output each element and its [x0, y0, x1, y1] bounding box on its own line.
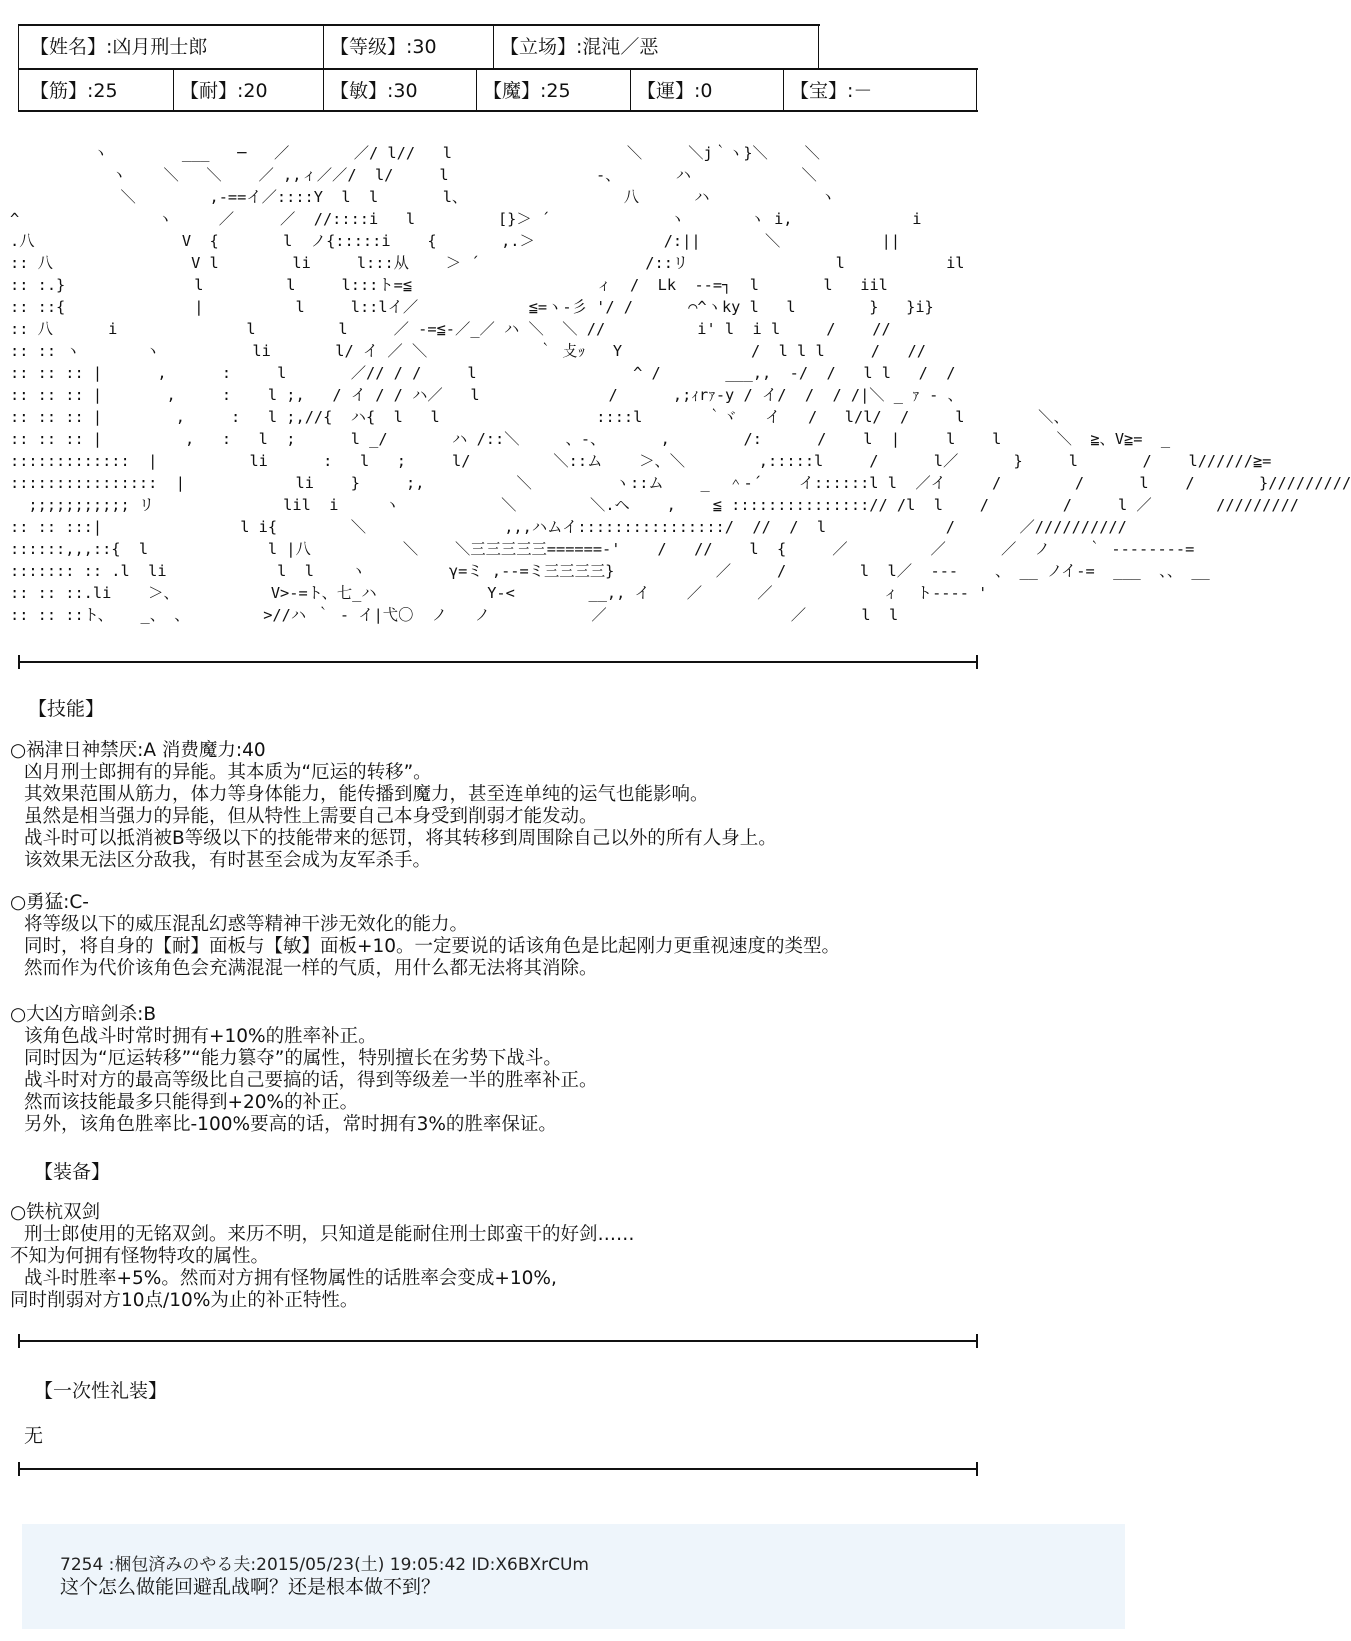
stat-agility: 【敏】:30 [330, 80, 418, 102]
skill-line: 同时因为“厄运转移”“能力篡夺”的属性，特别擅长在劣势下战斗。 [24, 1048, 562, 1069]
skills-header: 【技能】 [28, 698, 105, 720]
stat-alignment: 【立场】:混沌／恶 [500, 36, 659, 58]
divider [18, 110, 978, 112]
divider [18, 68, 19, 112]
skill-block [10, 892, 960, 980]
skill-block [10, 740, 960, 872]
divider [818, 24, 819, 68]
divider [476, 68, 477, 112]
skill-line: 战斗时对方的最高等级比自己要搞的话，得到等级差一半的胜率补正。 [24, 1070, 598, 1091]
equipment-line: 不知为何拥有怪物特攻的属性。 [10, 1246, 270, 1267]
consumable-value: 无 [24, 1425, 44, 1447]
section-divider [18, 1468, 978, 1470]
divider [976, 68, 977, 112]
ascii-art-illustration: ヽ ___ ─ ／ ／/ l// l ＼ ＼j｀ヽ}＼ ＼ ヽ ＼ ＼ ／ ,,ィ／／/ l/ l -、 ハ ＼ ＼ ,-==イ／::::Y l l l、 八 ハ ヽ ^ ヽ ／ ／ //::::i l [}＞ ´ ヽ ヽ i, i .八 V { l ノ{:::::i { ,.＞ /:|| ＼ || :: 八 V l li l:::从 ＞ ´ /::リ l il :: :.} l l l:::ト=≦ ィ / Lk --=┐ l l iil :: ::{ | l l::lイ／ ≦=ヽ-彡 '/ / ⌒^ヽky l l } }i} :: 八 i l l ／ -=≦-／_／ ハ ＼ ＼ // i' l i l / // :: :: ヽ ヽ li l/ イ ／ ＼ ｀ 攴ｯ Y / l l l / // :: :: :: | , : l ／// / / l ^ / ___,, -/ / l l / / :: :: :: | , : l ;, / イ / / ハ／ l / ,;ｨrｧ-y / イ/ / / /|＼ _ ｧ - 、 :: :: :: | , : l ;,//{ ハ{ l l ::::l ｀ヾ イ / l/l/ / l ＼、 :: :: :: | , : l ; l _/ ハ /::＼ 、-、 , /: / l | l l ＼ ≧、V≧= _ ::::::::::::: | li : l ; l/ ＼::ム ＞、＼ ,:::::l / l／ } l / l//////≧= :::::::::::::::: | li } ;, ＼ ヽ::ム _ ＾-´ イ::::::l l ／イ / / l / }///////// ;;;;;;;;;;; リ lil i ヽ ＼ ＼.ヘ , ≦ :::::::::::::::// /l l / / l ／ ///////// :: :: :::| l i{ ＼ ,,,ハムイ::::::::::::::::/ // / l / ／////////// ::::::,,,::{ l l |八 ＼ ＼三三三三三======-' / // l { ／ ／ ／ ノ ｀ --------= ::::::: :: .l li l l ヽ γ=ミ ,--=ミ三三三三} ／ / l l／ --- 、 __ ノイ-= ___ 、、 __ :: :: ::.li ＞、 V>-=ト、七_ハ Y-< __,, イ ／ ／ ィ ト---- ' :: :: ::ト、 _、 、 >//ハ ｀ - イ|弋〇 ノ ノ ／ ／ l l [10, 144, 1351, 624]
divider [18, 24, 820, 26]
section-divider [18, 1340, 978, 1342]
equipment-line: 战斗时胜率+5%。然而对方拥有怪物属性的话胜率会变成+10%, [24, 1268, 557, 1289]
skill-line: 该角色战斗时常时拥有+10%的胜率补正。 [24, 1026, 377, 1047]
skill-block [10, 1004, 960, 1136]
stat-table-row-2 [18, 68, 978, 112]
post-footer [22, 1524, 1125, 1629]
skill-line: 其效果范围从筋力，体力等身体能力，能传播到魔力，甚至连单纯的运气也能影响。 [24, 784, 709, 805]
skill-name: ○大凶方暗剑杀:B [10, 1004, 157, 1025]
skill-line: 凶月刑士郎拥有的异能。其本质为“厄运的转移”。 [24, 762, 432, 783]
stat-table-row-1 [18, 24, 820, 68]
divider [783, 68, 784, 112]
consumable-header: 【一次性礼装】 [34, 1380, 168, 1402]
stat-level: 【等级】:30 [330, 36, 437, 58]
equipment-block [10, 1202, 960, 1312]
divider [18, 68, 978, 70]
section-divider [18, 661, 978, 663]
equipment-name: ○铁杭双剑 [10, 1202, 101, 1223]
equipment-header: 【装备】 [34, 1161, 111, 1183]
divider [323, 68, 324, 112]
skill-line: 然而作为代价该角色会充满混混一样的气质，用什么都无法将其消除。 [24, 958, 598, 979]
skill-line: 战斗时可以抵消被B等级以下的技能带来的惩罚，将其转移到周围除自己以外的所有人身上。 [24, 828, 777, 849]
divider [323, 24, 324, 68]
skill-line: 虽然是相当强力的异能，但从特性上需要自己本身受到削弱才能发动。 [24, 806, 598, 827]
skill-line: 然而该技能最多只能得到+20%的补正。 [24, 1092, 359, 1113]
stat-name: 【姓名】:凶月刑士郎 [30, 36, 208, 58]
divider [630, 68, 631, 112]
skill-line: 将等级以下的威压混乱幻惑等精神干涉无效化的能力。 [24, 914, 469, 935]
post-meta: 7254 :梱包済みのやる夫:2015/05/23(土) 19:05:42 ID:X6BXrCUm [60, 1555, 589, 1575]
post-message: 这个怎么做能回避乱战啊？还是根本做不到？ [60, 1576, 441, 1598]
stat-strength: 【筋】:25 [30, 80, 118, 102]
stat-luck: 【運】:0 [637, 80, 713, 102]
skill-line: 另外，该角色胜率比-100%要高的话，常时拥有3%的胜率保证。 [24, 1114, 557, 1135]
equipment-line: 刑士郎使用的无铭双剑。来历不明，只知道是能耐住刑士郎蛮干的好剑…… [24, 1224, 635, 1245]
stat-endurance: 【耐】:20 [180, 80, 268, 102]
stat-noble-phantasm: 【宝】:－ [790, 80, 873, 102]
skill-line: 该效果无法区分敌我，有时甚至会成为友军杀手。 [24, 850, 432, 871]
divider [18, 24, 19, 68]
divider [173, 68, 174, 112]
skill-name: ○祸津日神禁厌:A 消费魔力:40 [10, 740, 266, 761]
stat-magic: 【魔】:25 [483, 80, 571, 102]
skill-line: 同时，将自身的【耐】面板与【敏】面板+10。一定要说的话该角色是比起刚力更重视速度的类型。 [24, 936, 841, 957]
equipment-line: 同时削弱对方10点/10%为止的补正特性。 [10, 1290, 359, 1311]
skill-name: ○勇猛:C- [10, 892, 89, 913]
divider [493, 24, 494, 68]
